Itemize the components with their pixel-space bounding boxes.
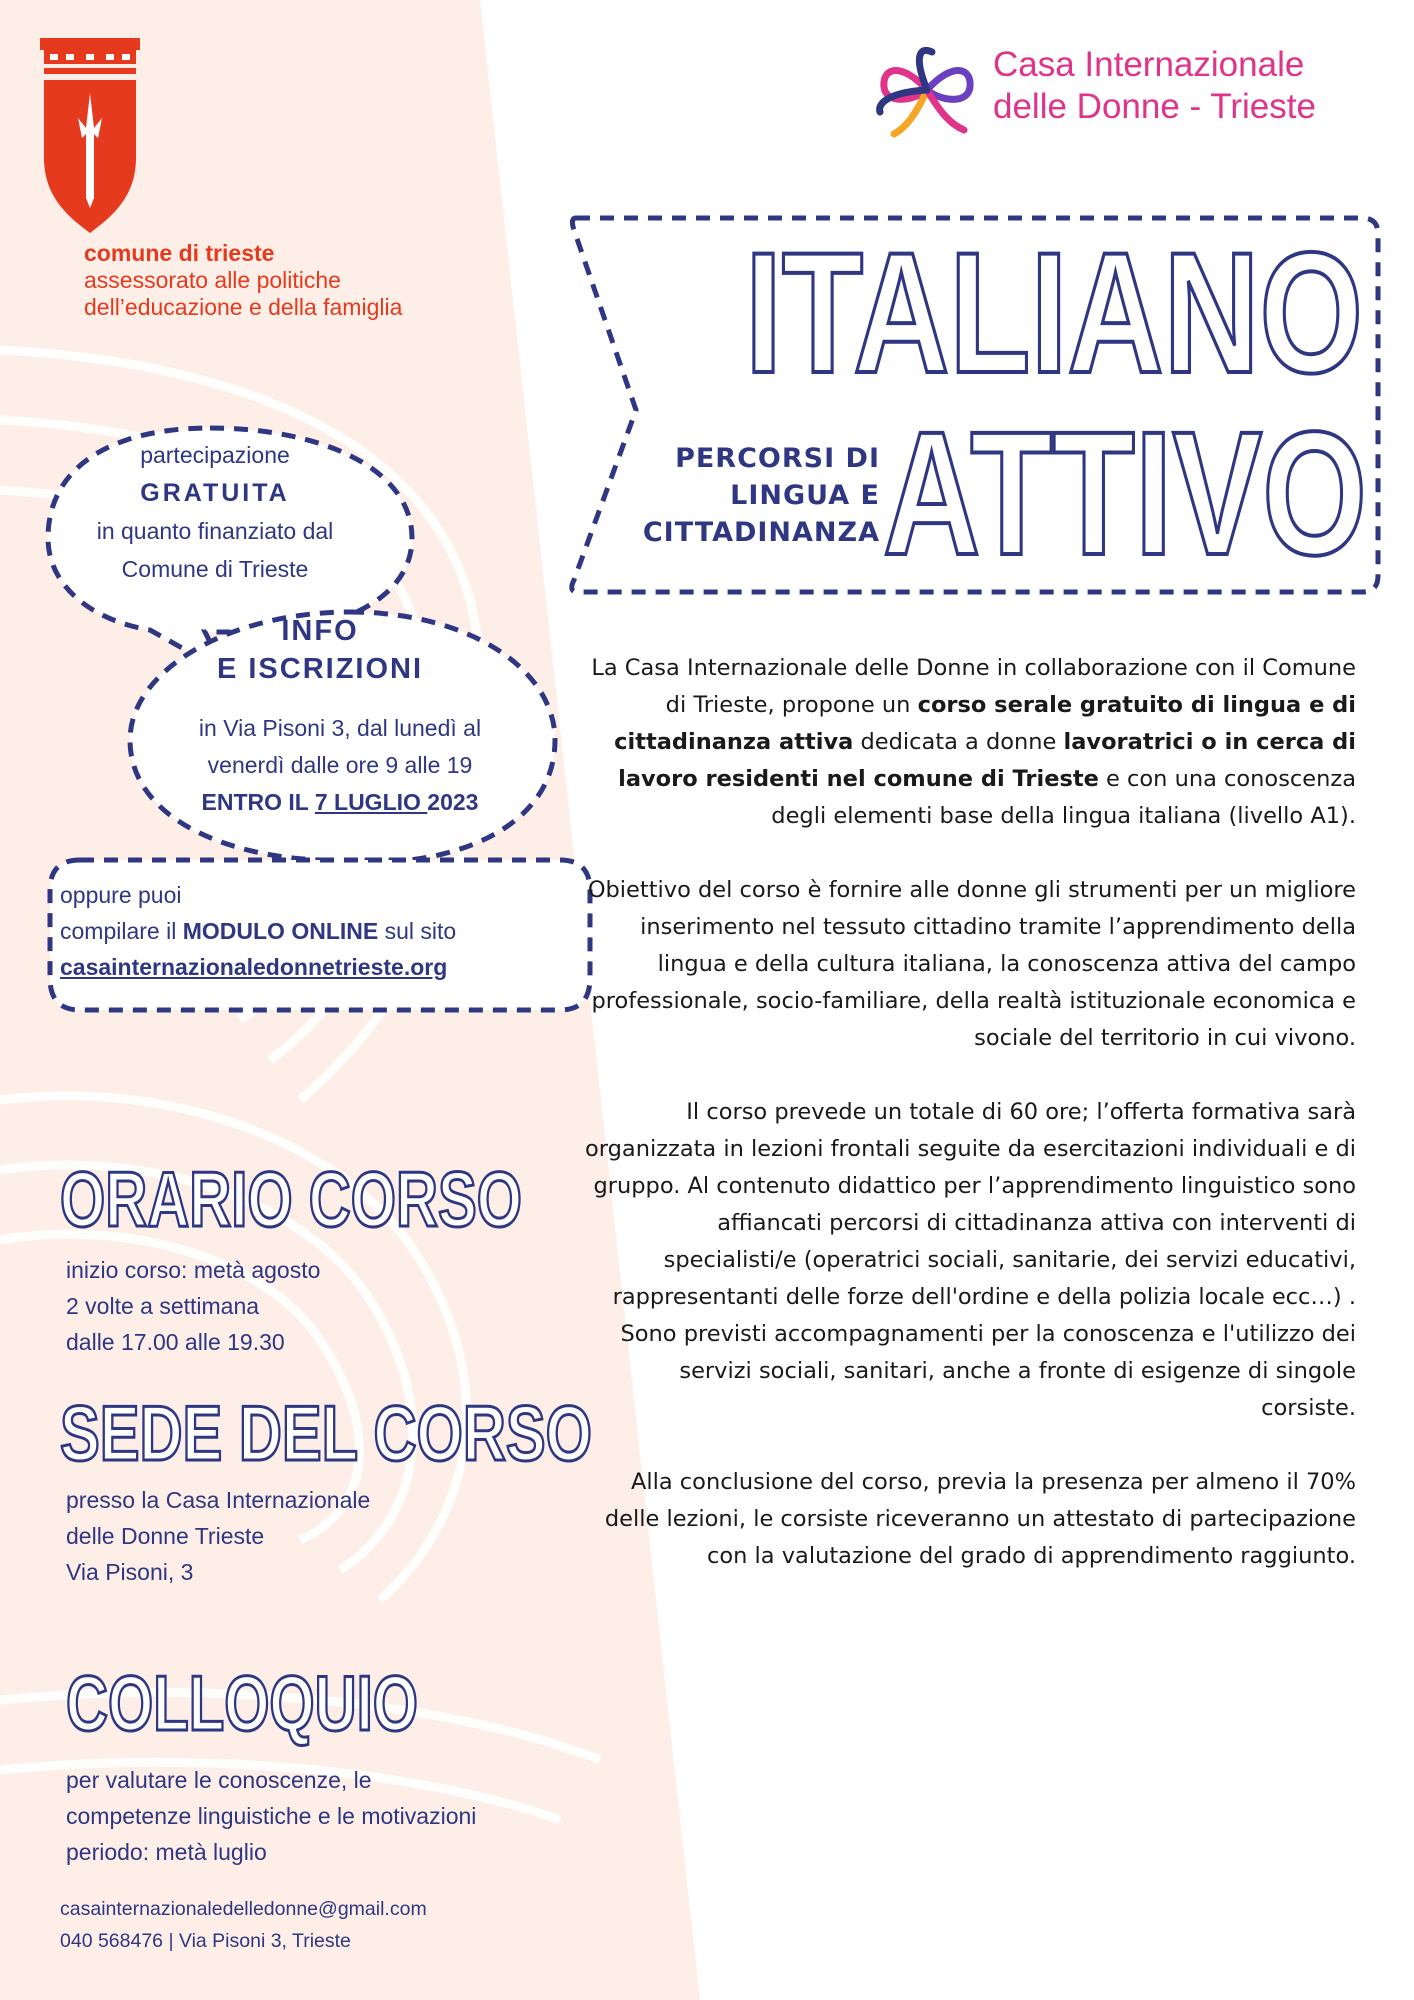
description-paragraph-3: Il corso prevede un totale di 60 ore; l’offerta formativa sarà organizzata in lezioni frontali seguite da esercitazioni individuali e di gruppo. Al contenuto didattico per l’apprendimento linguistico sono affiancati percorsi di cittadinanza attiva con interventi di specialisti/e (operatrici sociali, sanitarie, dei servizi educativi, rappresentanti delle forze dell'ordine e della polizia locale ecc…) . Sono previsti accompagnamenti per la conoscenza e l'utilizzo dei servizi sociali, sanitari, anche a fronte di esigenze di singole corsiste. <box>585 1099 1356 1421</box>
subtitle-line3: CITTADINANZA <box>642 517 880 548</box>
title-line2 <box>880 396 1370 592</box>
description-paragraph-4: Alla conclusione del corso, previa la presenza per almeno il 70% delle lezioni, le corsiste riceveranno un attestato di partecipazione con la valutazione del grado di apprendimento raggiunto. <box>604 1469 1356 1569</box>
schedule-details <box>66 1252 320 1360</box>
info-line1: in Via Pisoni 3, dal lunedì al <box>198 715 482 741</box>
p1-text-e: e con una conoscenza degli elementi base della lingua italiana (livello A1). <box>771 766 1356 829</box>
deadline-date: 7 LUGLIO <box>314 789 428 815</box>
p1-bold-target: lavoratrici o in cerca di lavoro residenti nel comune di Trieste <box>618 729 1356 792</box>
org-name-line2: delle Donne - Trieste <box>993 87 1316 126</box>
description-paragraph-1 <box>580 650 1356 835</box>
subtitle-line1: PERCORSI DI <box>675 443 880 474</box>
p1-bold-course: corso serale gratuito di lingua e di cittadinanza attiva <box>614 692 1356 755</box>
description-paragraph-2: Obiettivo del corso è fornire alle donne gli strumenti per un migliore inserimento nel tessuto cittadino tramite l’apprendimento della lingua e della cultura italiana, la conoscenza attiva del campo professionale, socio-familiare, della realtà istituzionale economica e sociale del territorio in cui vivono. <box>587 877 1356 1051</box>
p1-text-c: dedicata a donne <box>853 729 1064 755</box>
schedule-line2: 2 volte a settimana <box>66 1293 260 1319</box>
schedule-heading-text: ORARIO CORSO <box>60 1155 522 1243</box>
info-deadline <box>140 784 540 821</box>
municipality-name: comune di trieste <box>84 240 275 266</box>
info-title2: E ISCRIZIONI <box>216 653 424 685</box>
online-line2 <box>60 913 580 949</box>
subtitle-line2: LINGUA E <box>730 480 880 511</box>
trieste-crest-icon <box>40 38 140 238</box>
title-line2-text: ATTIVO <box>883 396 1367 592</box>
venue-line3: Via Pisoni, 3 <box>66 1559 194 1585</box>
free-line1: partecipazione <box>140 442 290 468</box>
online-line2-suffix: sul sito <box>378 918 457 944</box>
interview-heading-text: COLLOQUIO <box>66 1659 418 1747</box>
p1-text-a: La Casa Internazionale delle Donne in collaborazione con il Comune di Trieste, propone un <box>591 655 1356 718</box>
title-line1 <box>740 217 1368 409</box>
schedule-heading <box>60 1155 530 1243</box>
contact-email[interactable]: casainternazionaledelledonne@gmail.com <box>60 1898 427 1920</box>
deadline-prefix: ENTRO IL <box>201 789 315 815</box>
course-description <box>580 650 1356 1612</box>
municipality-block <box>84 240 402 321</box>
title-line1-text: ITALIANO <box>745 217 1363 409</box>
venue-details <box>66 1482 370 1590</box>
info-line2: venerdì dalle ore 9 alle 19 <box>207 752 473 778</box>
free-participation-bubble <box>50 436 380 588</box>
deadline-year: 2023 <box>427 789 479 815</box>
free-line2: GRATUITA <box>140 479 290 507</box>
online-form-label: MODULO ONLINE <box>182 918 379 944</box>
free-line3: in quanto finanziato dal <box>96 518 334 544</box>
website-link[interactable]: casainternazionaledonnetrieste.org <box>60 954 448 980</box>
org-name-line1: Casa Internazionale <box>993 45 1305 84</box>
free-line4: Comune di Trieste <box>121 556 309 582</box>
online-line1: oppure puoi <box>60 882 182 908</box>
venue-heading <box>60 1389 600 1477</box>
interview-heading <box>66 1659 426 1747</box>
org-name <box>993 44 1316 128</box>
contact-phone-address: 040 568476 | Via Pisoni 3, Trieste <box>60 1930 351 1952</box>
interview-line2: competenze linguistiche e le motivazioni <box>66 1803 477 1829</box>
interview-line3: periodo: metà luglio <box>66 1839 267 1865</box>
venue-line2: delle Donne Trieste <box>66 1523 265 1549</box>
contact-footer <box>60 1893 427 1957</box>
schedule-line3: dalle 17.00 alle 19.30 <box>66 1329 285 1355</box>
ribbon-logo-icon <box>872 42 982 138</box>
municipality-line1: assessorato alle politiche <box>84 267 341 293</box>
online-line2-prefix: compilare il <box>60 918 183 944</box>
info-title1: INFO <box>281 615 359 647</box>
interview-line1: per valutare le conoscenze, le <box>66 1767 372 1793</box>
info-bubble <box>140 710 540 821</box>
info-title <box>180 612 460 688</box>
venue-line1: presso la Casa Internazionale <box>66 1487 371 1513</box>
schedule-line1: inizio corso: metà agosto <box>66 1257 321 1283</box>
municipality-line2: dell’educazione e della famiglia <box>84 294 403 320</box>
subtitle <box>590 440 880 551</box>
online-form-bubble <box>60 877 580 985</box>
interview-details <box>66 1762 476 1870</box>
venue-heading-text: SEDE DEL CORSO <box>60 1389 592 1477</box>
